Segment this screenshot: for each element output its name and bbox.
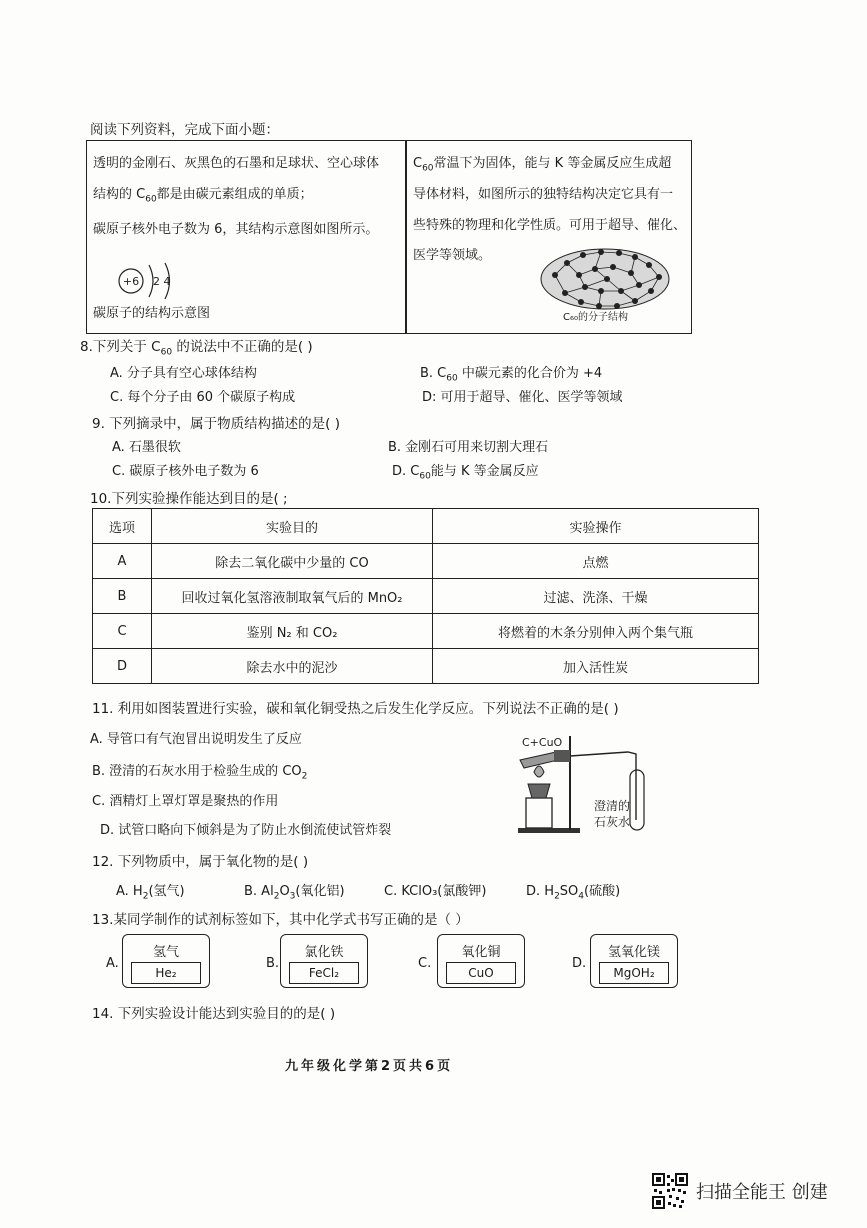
page-footer: 九年级化学第2页共6页	[285, 1059, 454, 1074]
q13-option-b[interactable]	[280, 934, 368, 988]
q8-option-b[interactable]: B. $C_{60}$ 中碳元素的化合价为 +4	[420, 366, 603, 384]
reading-right-line1: $C_{60}$常温下为固体，能与 K 等金属反应生成超	[413, 156, 672, 174]
label-formula: FeCl₂	[289, 962, 359, 984]
q9-stem: 9. 下列摘录中，属于物质结构描述的是( )	[92, 416, 340, 432]
q10-stem: 10.下列实验操作能达到目的是( ;	[90, 491, 288, 507]
label-formula: MgOH₂	[599, 962, 669, 984]
apparatus-diagram	[516, 730, 666, 840]
table-row[interactable]	[93, 579, 759, 614]
table-header-row	[93, 509, 759, 544]
c60-molecule-image	[535, 245, 675, 317]
q13-letter-d: D.	[572, 956, 587, 971]
q12-option-d[interactable]: D. $H_2SO_4$(硫酸)	[526, 884, 621, 902]
apparatus-label: C+CuO	[522, 736, 563, 749]
table-cell: 除去水中的泥沙	[152, 649, 433, 684]
q8-option-a[interactable]: A. 分子具有空心球体结构	[110, 366, 257, 381]
molecule-caption: C₆₀的分子结构	[563, 312, 628, 323]
q12-option-b[interactable]: B. $Al_2O_3$(氧化铝)	[244, 884, 345, 902]
reading-left-line3: 碳原子核外电子数为 6，其结构示意图如图所示。	[93, 222, 379, 237]
q13-stem: 13.某同学制作的试剂标签如下，其中化学式书写正确的是（ ）	[92, 912, 469, 928]
table-cell: 鉴别 N₂ 和 CO₂	[152, 614, 433, 649]
table-header-cell: 选项	[93, 509, 152, 544]
table-cell: 点燃	[433, 544, 759, 579]
table-header-cell: 实验目的	[152, 509, 433, 544]
table-cell: 过滤、洗涤、干燥	[433, 579, 759, 614]
q11-option-b[interactable]: B. 澄清的石灰水用于检验生成的 $CO_2$	[92, 764, 308, 782]
q13-option-c[interactable]	[437, 934, 525, 988]
table-cell: C	[93, 614, 152, 649]
limewater-label-2: 石灰水	[594, 815, 631, 829]
table-row[interactable]	[93, 614, 759, 649]
q9-option-c[interactable]: C. 碳原子核外电子数为 6	[112, 464, 259, 479]
table-cell: 除去二氧化碳中少量的 CO	[152, 544, 433, 579]
q8-option-d[interactable]: D: 可用于超导、催化、医学等领域	[422, 390, 623, 405]
table-cell: B	[93, 579, 152, 614]
q11-option-a[interactable]: A. 导管口有气泡冒出说明发生了反应	[90, 732, 302, 747]
q11-option-d[interactable]: D. 试管口略向下倾斜是为了防止水倒流使试管炸裂	[100, 823, 392, 838]
q13-letter-c: C.	[418, 956, 432, 971]
reading-right-line2: 导体材料，如图所示的独特结构决定它具有一	[413, 187, 674, 202]
q13-option-a[interactable]	[122, 934, 210, 988]
carbon-atom-diagram	[111, 257, 183, 305]
label-formula: CuO	[446, 962, 516, 984]
reading-right-line3: 些特殊的物理和化学性质。可用于超导、催化、	[413, 218, 687, 233]
q8-stem: 8.下列关于 $C_{60}$ 的说法中不正确的是( )	[80, 339, 313, 358]
reading-right-line4: 医学等领域。	[413, 248, 492, 263]
q13-letter-a: A.	[106, 956, 119, 971]
reading-intro: 阅读下列资料，完成下面小题：	[90, 122, 279, 138]
q8-option-c[interactable]: C. 每个分子由 60 个碳原子构成	[110, 390, 296, 405]
limewater-label-1: 澄清的	[594, 799, 631, 813]
q13-letter-b: B.	[266, 956, 280, 971]
q12-option-a[interactable]: A. $H_2$(氢气)	[116, 884, 185, 902]
atom-nucleus-label: +6	[122, 275, 140, 288]
q9-option-d[interactable]: D. $C_{60}$能与 K 等金属反应	[392, 464, 539, 482]
reading-left-line2: 结构的 $C_{60}$都是由碳元素组成的单质；	[93, 187, 313, 205]
atom-caption: 碳原子的结构示意图	[93, 306, 211, 321]
table-header-cell: 实验操作	[433, 509, 759, 544]
label-name: 氯化铁	[304, 945, 344, 960]
scanner-text: 扫描全能王 创建	[696, 1182, 828, 1203]
q12-option-c[interactable]: C. KClO₃(氯酸钾)	[384, 884, 487, 899]
scanner-watermark	[652, 1173, 828, 1209]
reading-left-line1: 透明的金刚石、灰黑色的石墨和足球状、空心球体	[93, 156, 380, 171]
q9-option-a[interactable]: A. 石墨很软	[112, 440, 181, 455]
table-cell: D	[93, 649, 152, 684]
atom-shells-label: 2 4	[153, 275, 171, 288]
label-name: 氧化铜	[461, 945, 501, 960]
table-row[interactable]	[93, 649, 759, 684]
label-name: 氢气	[152, 945, 179, 960]
table-row[interactable]	[93, 544, 759, 579]
q9-option-b[interactable]: B. 金刚石可用来切割大理石	[388, 440, 549, 455]
box-divider	[405, 141, 407, 333]
table-cell: A	[93, 544, 152, 579]
label-name: 氢氧化镁	[607, 945, 660, 960]
q12-stem: 12. 下列物质中，属于氧化物的是( )	[92, 854, 309, 870]
q10-table	[92, 508, 759, 684]
label-formula: He₂	[131, 962, 201, 984]
table-cell: 将燃着的木条分别伸入两个集气瓶	[433, 614, 759, 649]
table-cell: 加入活性炭	[433, 649, 759, 684]
q11-option-c[interactable]: C. 酒精灯上罩灯罩是聚热的作用	[92, 794, 279, 809]
table-cell: 回收过氧化氢溶液制取氧气后的 MnO₂	[152, 579, 433, 614]
reading-material-box	[86, 140, 692, 334]
q14-stem: 14. 下列实验设计能达到实验目的的是( )	[92, 1006, 336, 1022]
q11-stem: 11. 利用如图装置进行实验，碳和氧化铜受热之后发生化学反应。下列说法不正确的是( )	[92, 701, 619, 717]
qr-code-icon	[652, 1173, 688, 1209]
q13-option-d[interactable]	[590, 934, 678, 988]
